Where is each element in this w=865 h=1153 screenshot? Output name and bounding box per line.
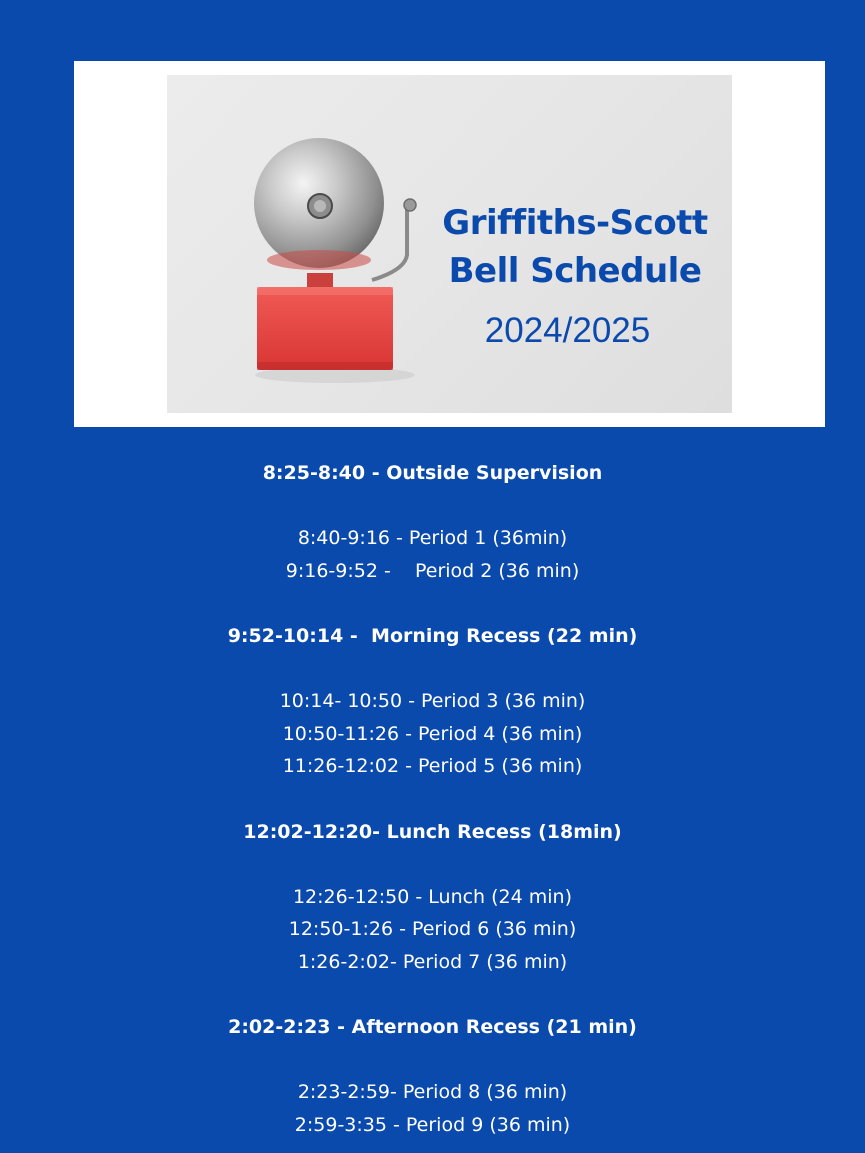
schedule-item: 8:40-9:16 - Period 1 (36min) (297, 527, 568, 550)
bell-image (167, 75, 732, 413)
banner-title (420, 199, 730, 295)
banner-title-line1: Griffiths-Scott (442, 203, 708, 243)
bell-schedule-list (0, 457, 865, 1141)
schedule-item: 9:16-9:52 - Period 2 (36 min) (285, 559, 580, 582)
schedule-item: 2:02-2:23 - Afternoon Recess (21 min) (228, 1016, 637, 1039)
schedule-item: 10:14- 10:50 - Period 3 (36 min) (279, 690, 586, 713)
schedule-item: 1:26-2:02- Period 7 (36 min) (297, 950, 568, 973)
schedule-item: 12:50-1:26 - Period 6 (36 min) (288, 918, 577, 941)
banner (74, 61, 825, 427)
schedule-item: 10:50-11:26 - Period 4 (36 min) (282, 722, 583, 745)
schedule-item: 8:25-8:40 - Outside Supervision (262, 462, 603, 484)
schedule-item: 12:26-12:50 - Lunch (24 min) (292, 885, 573, 908)
schedule-item: 11:26-12:02 - Period 5 (36 min) (282, 755, 583, 778)
banner-title-line2: Bell Schedule (448, 251, 702, 291)
schedule-item: 12:02-12:20- Lunch Recess (18min) (243, 820, 622, 843)
schedule-item: 9:52-10:14 - Morning Recess (22 min) (227, 624, 638, 647)
schedule-item: 2:59-3:35 - Period 9 (36 min) (294, 1113, 571, 1136)
schedule-item: 2:23-2:59- Period 8 (36 min) (297, 1081, 568, 1104)
banner-year: 2024/2025 (484, 311, 651, 350)
